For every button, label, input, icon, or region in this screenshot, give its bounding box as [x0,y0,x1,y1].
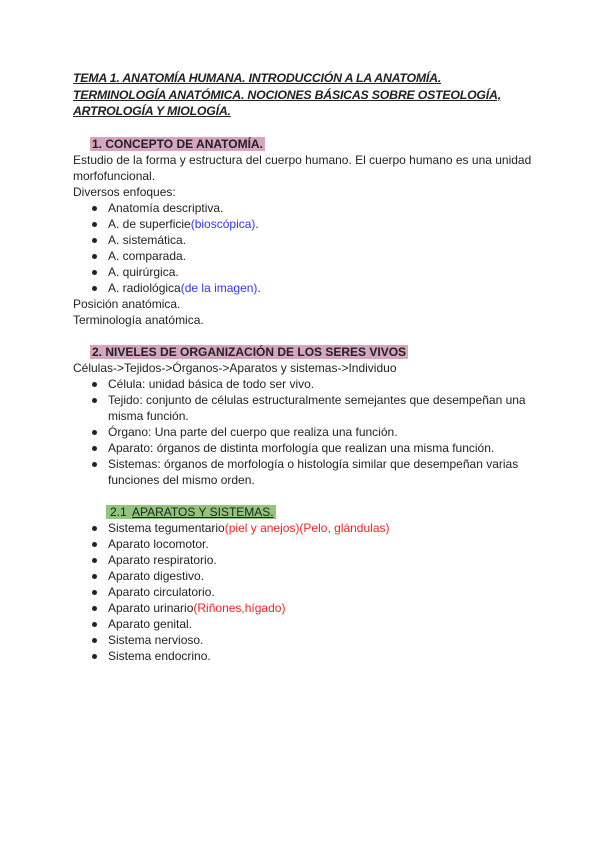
section-1-heading: 1. CONCEPTO DE ANATOMÍA. [92,136,263,151]
list-item: Aparato: órganos de distinta morfología que realizan una misma función. [108,440,533,456]
paragraph: Células->Tejidos->Órganos->Aparatos y sistemas->Individuo [73,360,397,375]
list-item: Sistemas: órganos de morfología o histología similar que desempeñan varias funciones del mismo orden. [108,456,533,488]
s1-list [73,200,533,296]
list-item: Aparato urinario(Riñones,hígado) [108,600,533,616]
document-title: TEMA 1. ANATOMÍA HUMANA. INTRODUCCIÓN A LA ANATOMÍA. TERMINOLOGÍA ANATÓMICA. NOCIONES BÁSICAS SOBRE OSTEOLOGÍA, ARTROLOGÍA Y MIOLOGÍA. [73,71,501,118]
document-page [73,70,533,664]
paragraph: Terminología anatómica. [73,312,204,327]
s21-list [73,520,533,664]
list-item: Tejido: conjunto de células estructuralmente semejantes que desempeñan una misma función. [108,392,533,424]
list-item: A. radiológica(de la imagen). [108,280,533,296]
list-item: Sistema tegumentario(piel y anejos)(Pelo, glándulas) [108,520,533,536]
paragraph: Posición anatómica. [73,296,181,311]
section-2-1-heading: 2.1 APARATOS Y SISTEMAS. [73,504,533,520]
list-item: Aparato genital. [108,616,533,632]
list-item: Sistema nervioso. [108,632,533,648]
list-item: A. comparada. [108,248,533,264]
section-2-heading: 2. NIVELES DE ORGANIZACIÓN DE LOS SERES VIVOS [92,344,407,359]
list-item: Aparato respiratorio. [108,552,533,568]
list-item: A. de superficie(bioscópica). [108,216,533,232]
list-item: Sistema endocrino. [108,648,533,664]
paragraph: Estudio de la forma y estructura del cuerpo humano. El cuerpo humano es una unidad morfofuncional. [73,152,532,183]
list-item: A. sistemática. [108,232,533,248]
list-item: Órgano: Una parte del cuerpo que realiza una función. [108,424,533,440]
list-item: Aparato circulatorio. [108,584,533,600]
list-item: Anatomía descriptiva. [108,200,533,216]
paragraph: Diversos enfoques: [73,184,176,199]
s2-list [73,376,533,488]
list-item: Aparato locomotor. [108,536,533,552]
list-item: Aparato digestivo. [108,568,533,584]
list-item: A. quirúrgica. [108,264,533,280]
list-item: Célula: unidad básica de todo ser vivo. [108,376,533,392]
